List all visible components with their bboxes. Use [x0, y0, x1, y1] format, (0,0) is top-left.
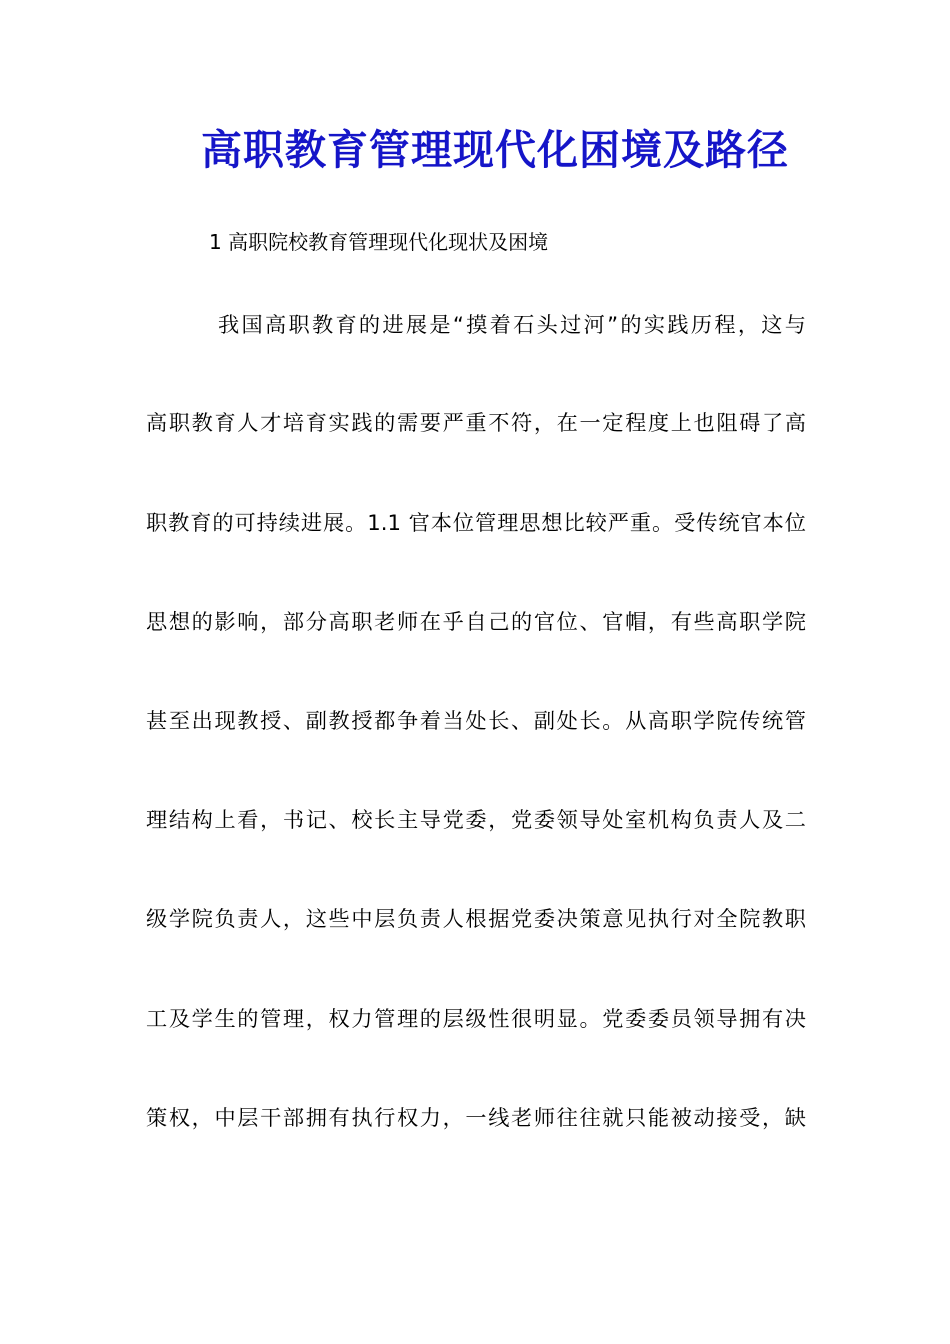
- paragraph-line: 策权，中层干部拥有执行权力，一线老师往往就只能被动接受，缺: [146, 1105, 806, 1130]
- document-title: 高职教育管理现代化困境及路径: [201, 126, 789, 174]
- paragraph-line: 级学院负责人，这些中层负责人根据党委决策意见执行对全院教职: [146, 906, 806, 931]
- paragraph-line: 思想的影响，部分高职老师在乎自己的官位、官帽，有些高职学院: [146, 609, 806, 634]
- paragraph-line: 职教育的可持续进展。1.1 官本位管理思想比较严重。受传统官本位: [146, 510, 806, 535]
- paragraph-line: 甚至出现教授、副教授都争着当处长、副处长。从高职学院传统管: [146, 708, 806, 733]
- paragraph-line: 我国高职教育的进展是“摸着石头过河”的实践历程，这与: [218, 312, 806, 337]
- paragraph-line: 工及学生的管理，权力管理的层级性很明显。党委委员领导拥有决: [146, 1006, 806, 1031]
- paragraph-line: 高职教育人才培育实践的需要严重不符，在一定程度上也阻碍了高: [146, 410, 806, 435]
- section-heading: 1 高职院校教育管理现代化现状及困境: [209, 230, 549, 254]
- paragraph-line: 理结构上看，书记、校长主导党委，党委领导处室机构负责人及二: [146, 807, 806, 832]
